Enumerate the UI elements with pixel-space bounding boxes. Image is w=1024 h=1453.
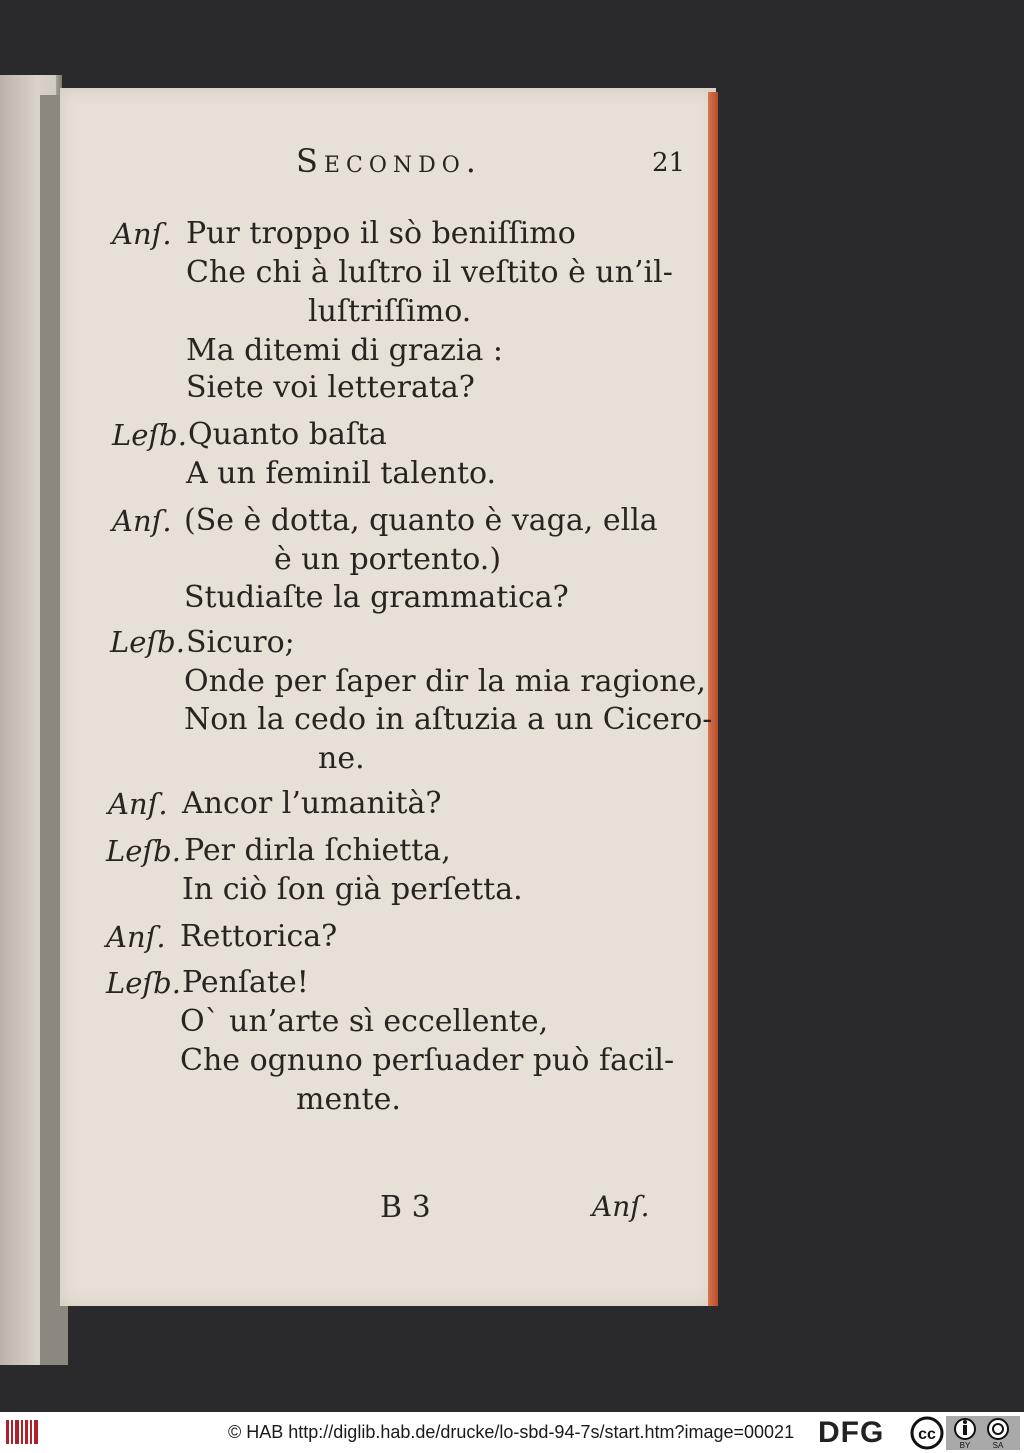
speaker-label: Anſ. <box>106 920 166 954</box>
speaker-label: Leſb. <box>106 966 181 1000</box>
sa-icon <box>988 1419 1008 1439</box>
page-red-edge <box>708 92 718 1306</box>
running-title: Secondo. <box>296 142 482 180</box>
svg-text:SA: SA <box>992 1441 1004 1450</box>
verse-line: Per dirla ſchietta, <box>184 833 451 868</box>
cc-license-icon[interactable] <box>910 1416 1020 1450</box>
verse-line: Che chi à luſtro il veſtito è un’il- <box>186 255 673 290</box>
catchword: Anſ. <box>592 1190 650 1223</box>
speaker-label: Leſb. <box>110 625 185 659</box>
credit-bar <box>0 1412 1024 1453</box>
verse-line: Studiaſte la grammatica? <box>184 580 569 615</box>
verse-line: mente. <box>296 1082 401 1117</box>
barcode-icon <box>6 1418 40 1446</box>
verse-line: Siete voi letterata? <box>186 370 475 405</box>
verse-line: O` un’arte sì eccellente, <box>180 1004 549 1039</box>
verse-line: ne. <box>318 741 365 776</box>
verse-line: Ma ditemi di grazia : <box>186 333 504 368</box>
verse-line: Non la cedo in aſtuzia a un Cicero- <box>184 702 713 737</box>
speaker-label: Leſb. <box>106 834 181 868</box>
verse-line: Che ognuno perſuader può facil- <box>180 1043 675 1078</box>
verse-line: Ancor l’umanità? <box>182 786 442 821</box>
speaker-label: Anſ. <box>112 217 172 251</box>
signature-mark: B 3 <box>380 1190 431 1225</box>
verse-line: Penſate! <box>182 965 309 1000</box>
verse-line: Onde per ſaper dir la mia ragione, <box>184 664 706 699</box>
speaker-label: Anſ. <box>112 504 172 538</box>
verse-line: è un portento.) <box>274 542 502 577</box>
speaker-label: Anſ. <box>108 787 168 821</box>
verse-line: Rettorica? <box>180 919 338 954</box>
credit-link[interactable]: © HAB http://diglib.hab.de/drucke/lo-sbd-94-7s/start.htm?image=00021 <box>228 1422 795 1442</box>
verse-line: Pur troppo il sò beniſſimo <box>186 216 576 251</box>
speaker-label: Leſb. <box>112 418 187 452</box>
page-number: 21 <box>652 148 686 178</box>
verse-line: (Se è dotta, quanto è vaga, ella <box>184 503 658 538</box>
dfg-logo: DFG <box>818 1416 885 1449</box>
svg-text:cc: cc <box>918 1426 936 1443</box>
verse-line: A un feminil talento. <box>186 456 497 491</box>
verse-line: Quanto baſta <box>188 417 387 452</box>
svg-text:BY: BY <box>959 1441 971 1450</box>
verse-line: In ciò ſon già perſetta. <box>182 872 523 907</box>
verse-line: Sicuro; <box>186 625 295 660</box>
verse-line: luſtriſſimo. <box>308 294 472 329</box>
